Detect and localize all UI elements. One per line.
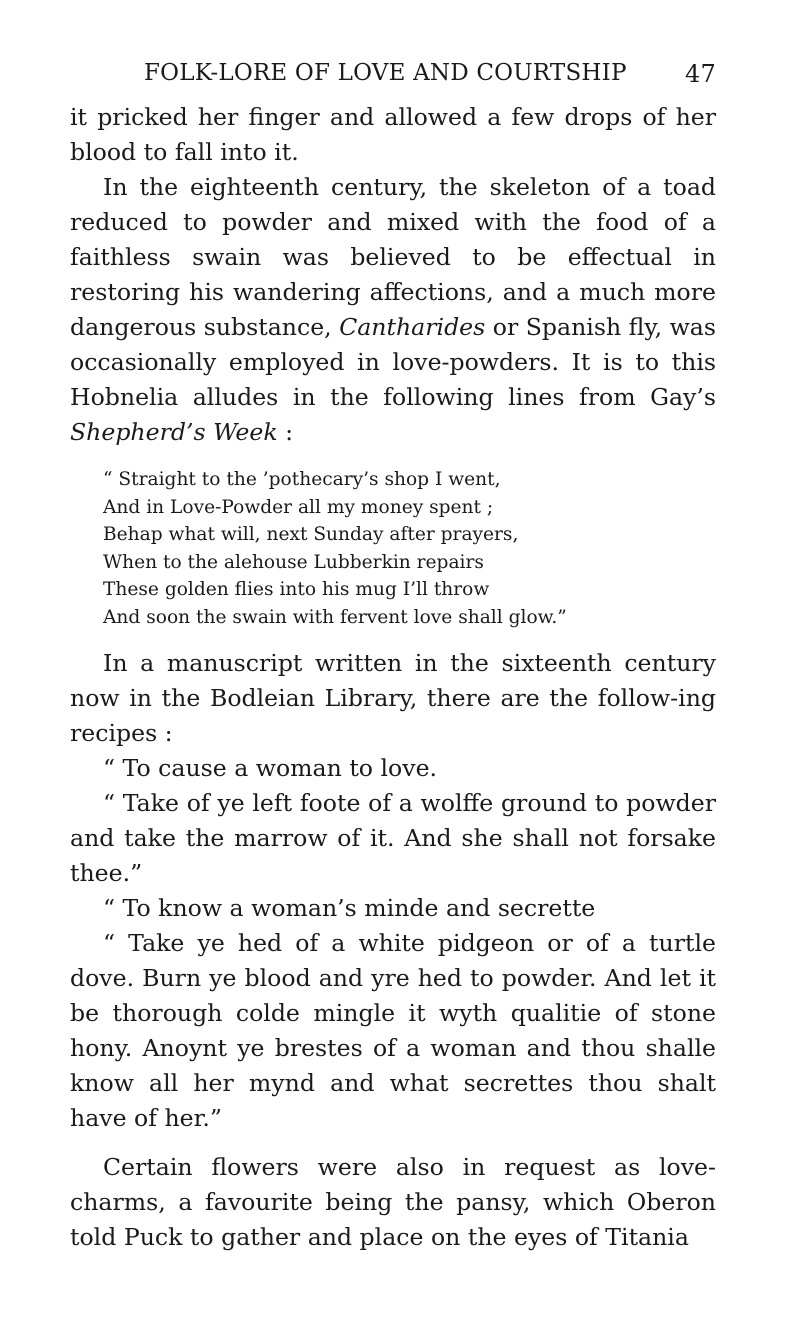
body-text [70, 100, 716, 1255]
verse-line: When to the alehouse Lubberkin repairs [103, 551, 484, 573]
book-page [70, 56, 716, 1255]
paragraph-text: In the eighteenth century, the skeleton of a toad reduced to powder and mixed with the food of a faithless swain was believed to be effectual in restoring his wandering affections, and a much more dangerous substance, [70, 173, 716, 341]
paragraph-continuation: it pricked her finger and allowed a few drops of her blood to fall into it. [70, 103, 716, 166]
verse-line: “ Straight to the ’pothecary’s shop I went, [103, 469, 501, 490]
recipe-title-love: “ To cause a woman to love. [103, 753, 438, 782]
paragraph-flowers: Certain flowers were also in request as love-charms, a favourite being the pansy, which Oberon told Puck to gather and place on the eyes of Titania [70, 1152, 716, 1251]
verse-line: These golden flies into his mug I’ll throw [103, 579, 490, 601]
paragraph-cantharides [70, 170, 716, 450]
paragraph-text: : [277, 418, 294, 446]
verse-line: And soon the swain with fervent love shall glow.” [103, 606, 567, 628]
italic-term-cantharides: Cantharides [339, 313, 486, 341]
recipe-body-secrets: “ Take ye hed of a white pidgeon or of a turtle dove. Burn ye blood and yre hed to powder. And let it be thorough colde mingle it wyth qualitie of stone hony. Anoynt ye brestes of a woman and thou shalle know all her mynd and what secrettes thou shalt have of her.” [70, 928, 716, 1132]
recipe-title-secrets: “ To know a woman’s minde and secrette [103, 893, 596, 922]
verse-quotation [103, 466, 716, 632]
running-head [70, 56, 716, 90]
page-number: 47 [685, 60, 716, 88]
paragraph-manuscript: In a manuscript written in the sixteenth century now in the Bodleian Library, there are the follow-ing recipes : [70, 648, 716, 747]
verse-line: Behap what will, next Sunday after prayers, [103, 524, 519, 546]
italic-title-shepherds-week: Shepherd’s Week [70, 418, 278, 446]
verse-line: And in Love-Powder all my money spent ; [103, 496, 494, 518]
recipe-body-love: “ Take of ye left foote of a wolffe ground to powder and take the marrow of it. And she shall not forsake thee.” [70, 788, 716, 887]
paragraph-text: or Spanish fly, was occasionally employed in love-powders. It is to this Hobnelia alludes in the following lines from Gay’s [70, 313, 716, 411]
paragraph-gap [70, 1136, 716, 1150]
running-head-title: FOLK-LORE OF LOVE AND COURTSHIP [144, 60, 627, 86]
